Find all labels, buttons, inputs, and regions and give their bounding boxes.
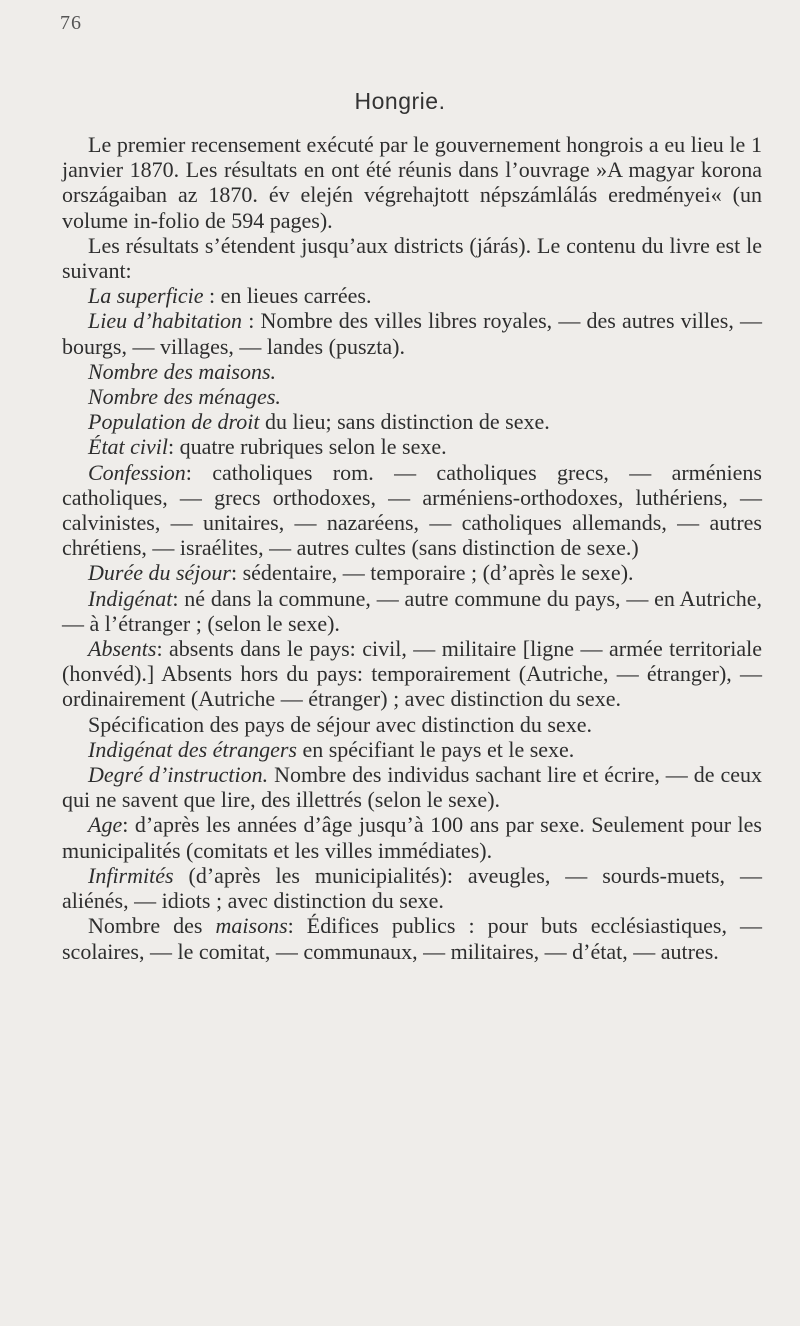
paragraph-lead: Confession xyxy=(88,459,186,485)
paragraph-inline-emphasis: maisons xyxy=(215,913,288,939)
paragraph-text: : en lieues carrées. xyxy=(203,283,372,309)
paragraph-population xyxy=(62,409,762,434)
paragraph-lead: Age xyxy=(88,812,123,838)
paragraph-lead: La superficie xyxy=(88,283,204,309)
paragraph-lead: État civil xyxy=(88,434,169,460)
paragraph-text: Les résultats s’étendent jusqu’aux districts (járás). Le contenu du livre est le suivant: xyxy=(62,232,762,284)
paragraph-lead: Lieu d’habitation xyxy=(88,308,243,334)
paragraph-contents-intro xyxy=(62,233,762,283)
paragraph-lieu-habitation xyxy=(62,308,762,358)
paragraph-lead: Population de droit xyxy=(88,409,260,435)
paragraph-infirmites xyxy=(62,863,762,913)
paragraph-absents xyxy=(62,636,762,712)
paragraph-nombre-maisons xyxy=(62,359,762,384)
paragraph-text: Nombre des individus sachant lire et écrire, — de ceux qui ne savent que lire, des illettrés (selon le sexe). xyxy=(62,762,762,813)
paragraph-indigenat-etrangers xyxy=(62,737,762,762)
paragraph-text: en spécifiant le pays et le sexe. xyxy=(296,736,575,762)
paragraph-text: : absents dans le pays: civil, — militaire [ligne — armée territoriale (honvéd).] Absents hors du pays: temporairement (Autriche, — étranger), — ordinairement (Autriche — étranger) ; avec distinction du sexe. xyxy=(62,636,762,712)
page-number: 76 xyxy=(60,12,82,34)
paragraph-text: : d’après les années d’âge jusqu’à 100 ans par sexe. Seulement pour les municipalités (comitats et les villes immédiates). xyxy=(62,812,762,863)
paragraph-indigenat xyxy=(62,586,762,636)
paragraph-nombre-des-maisons xyxy=(62,913,762,963)
paragraph-nombre-menages xyxy=(62,384,762,409)
paragraph-duree-sejour xyxy=(62,560,762,585)
paragraph-confession xyxy=(62,460,762,561)
paragraph-degre-instruction xyxy=(62,762,762,812)
paragraph-intro xyxy=(62,132,762,233)
paragraph-lead: Indigénat des étrangers xyxy=(88,736,297,762)
paragraph-text: : né dans la commune, — autre commune du pays, — en Autriche, — à l’étranger ; (selon le sexe). xyxy=(62,585,762,636)
paragraph-text: : Nombre des villes libres royales, — des autres villes, — bourgs, — villages, — landes (puszta). xyxy=(62,308,762,359)
paragraph-text: Le premier recensement exécuté par le gouvernement hongrois a eu lieu le 1 janvier 1870. Les résultats en ont été réunis dans l’ouvrage »A magyar korona országaiban az 1870. év elején végrehajtott népszámlálás eredményei« (un volume in-folio de 594 pages). xyxy=(62,132,762,233)
section-title: Hongrie. xyxy=(354,88,446,114)
paragraph-lead: Absents xyxy=(88,636,157,662)
paragraph-text: du lieu; sans distinction de sexe. xyxy=(259,409,550,435)
paragraph-lead: Durée du séjour xyxy=(88,560,231,586)
paragraph-text: Nombre des xyxy=(88,913,216,939)
paragraph-tail: : Édifices publics : pour buts ecclésiastiques, — scolaires, — le comitat, — communaux, — militaires, — d’état, — autres. xyxy=(62,913,763,964)
paragraph-lead: Infirmités xyxy=(88,862,174,888)
paragraph-age xyxy=(62,812,762,862)
paragraph-text: (d’après les municipialités): aveugles, — sourds-muets, — aliénés, — idiots ; avec distinction du sexe. xyxy=(62,862,762,914)
paragraph-text: : sédentaire, — temporaire ; (d’après le sexe). xyxy=(230,560,634,586)
paragraph-lead: Indigénat xyxy=(88,585,173,611)
paragraph-specification xyxy=(62,712,762,737)
paragraph-lead: Nombre des maisons. xyxy=(88,358,277,384)
paragraph-etat-civil xyxy=(62,434,762,459)
paragraph-lead: Degré d’instruction. xyxy=(88,762,269,788)
paragraph-superficie xyxy=(62,283,762,308)
paragraph-text: : quatre rubriques selon le sexe. xyxy=(168,434,447,460)
paragraph-lead: Nombre des ménages. xyxy=(88,384,281,410)
paragraph-text: Spécification des pays de séjour avec distinction du sexe. xyxy=(88,711,593,737)
document-body xyxy=(62,132,762,964)
paragraph-text: : catholiques rom. — catholiques grecs, — arméniens catholiques, — grecs orthodoxes, — arméniens-orthodoxes, luthériens, — calvinistes, — unitaires, — nazaréens, — catholiques allemands, — autres chrétiens, — israélites, — autres cultes (sans distinction de sexe.) xyxy=(62,459,762,561)
